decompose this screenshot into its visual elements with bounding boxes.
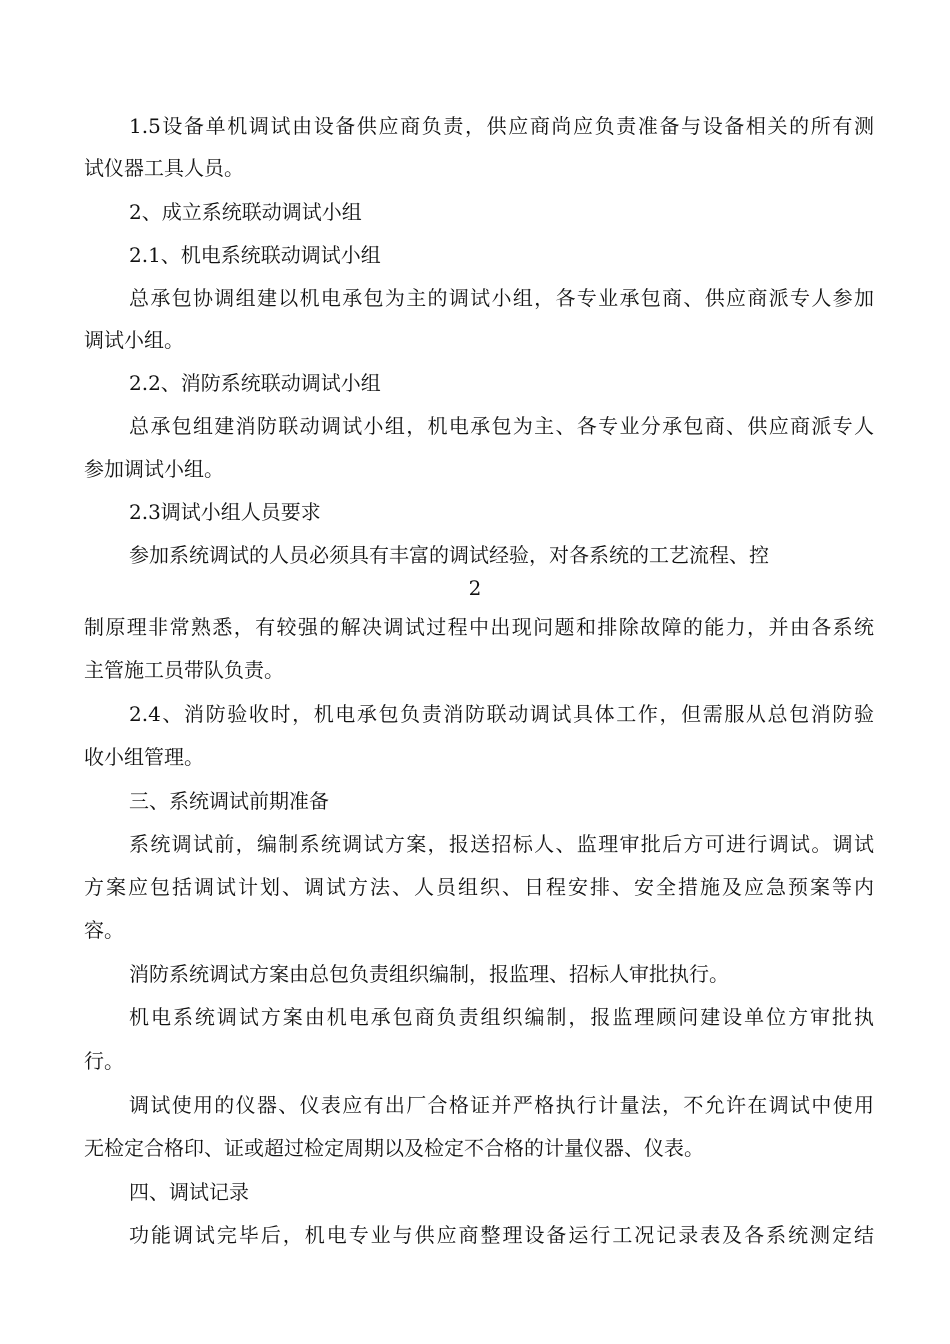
paragraph-line: 收小组管理。 (84, 745, 204, 769)
paragraph-line: 2.4、消防验收时，机电承包负责消防联动调试具体工作，但需服从总包消防验 (129, 702, 874, 726)
paragraph-line: 系统调试前，编制系统调试方案，报送招标人、监理审批后方可进行调试。调试 (129, 832, 874, 856)
paragraph-line: 参加调试小组。 (84, 457, 224, 481)
page-number: 2 (468, 576, 482, 600)
paragraph-line: 1.5设备单机调试由设备供应商负责，供应商尚应负责准备与设备相关的所有测 (129, 114, 874, 138)
paragraph-line: 容。 (84, 918, 124, 942)
section-heading: 2、成立系统联动调试小组 (129, 200, 362, 224)
paragraph-line: 总承包组建消防联动调试小组，机电承包为主、各专业分承包商、供应商派专人 (129, 414, 874, 438)
paragraph-line: 调试使用的仪器、仪表应有出厂合格证并严格执行计量法，不允许在调试中使用 (129, 1093, 874, 1117)
subsection-heading: 2.1、机电系统联动调试小组 (129, 243, 381, 267)
paragraph-line: 总承包协调组建以机电承包为主的调试小组，各专业承包商、供应商派专人参加 (129, 286, 874, 310)
paragraph-line: 制原理非常熟悉，有较强的解决调试过程中出现问题和排除故障的能力，并由各系统 (84, 615, 874, 639)
paragraph-line: 方案应包括调试计划、调试方法、人员组织、日程安排、安全措施及应急预案等内 (84, 875, 874, 899)
paragraph-line: 试仪器工具人员。 (84, 156, 244, 180)
subsection-heading: 2.3调试小组人员要求 (129, 500, 321, 524)
section-heading: 四、调试记录 (129, 1180, 249, 1204)
paragraph-line: 调试小组。 (84, 328, 184, 352)
paragraph-line: 消防系统调试方案由总包负责组织编制，报监理、招标人审批执行。 (129, 962, 729, 986)
subsection-heading: 2.2、消防系统联动调试小组 (129, 371, 381, 395)
paragraph-line: 行。 (84, 1049, 124, 1073)
paragraph-line: 无检定合格印、证或超过检定周期以及检定不合格的计量仪器、仪表。 (84, 1136, 704, 1160)
paragraph-line: 主管施工员带队负责。 (84, 658, 284, 682)
section-heading: 三、系统调试前期准备 (129, 789, 329, 813)
paragraph-line: 功能调试完毕后，机电专业与供应商整理设备运行工况记录表及各系统测定结 (129, 1223, 874, 1247)
paragraph-line: 机电系统调试方案由机电承包商负责组织编制，报监理顾问建设单位方审批执 (129, 1005, 874, 1029)
paragraph-line: 参加系统调试的人员必须具有丰富的调试经验，对各系统的工艺流程、控 (129, 543, 769, 567)
